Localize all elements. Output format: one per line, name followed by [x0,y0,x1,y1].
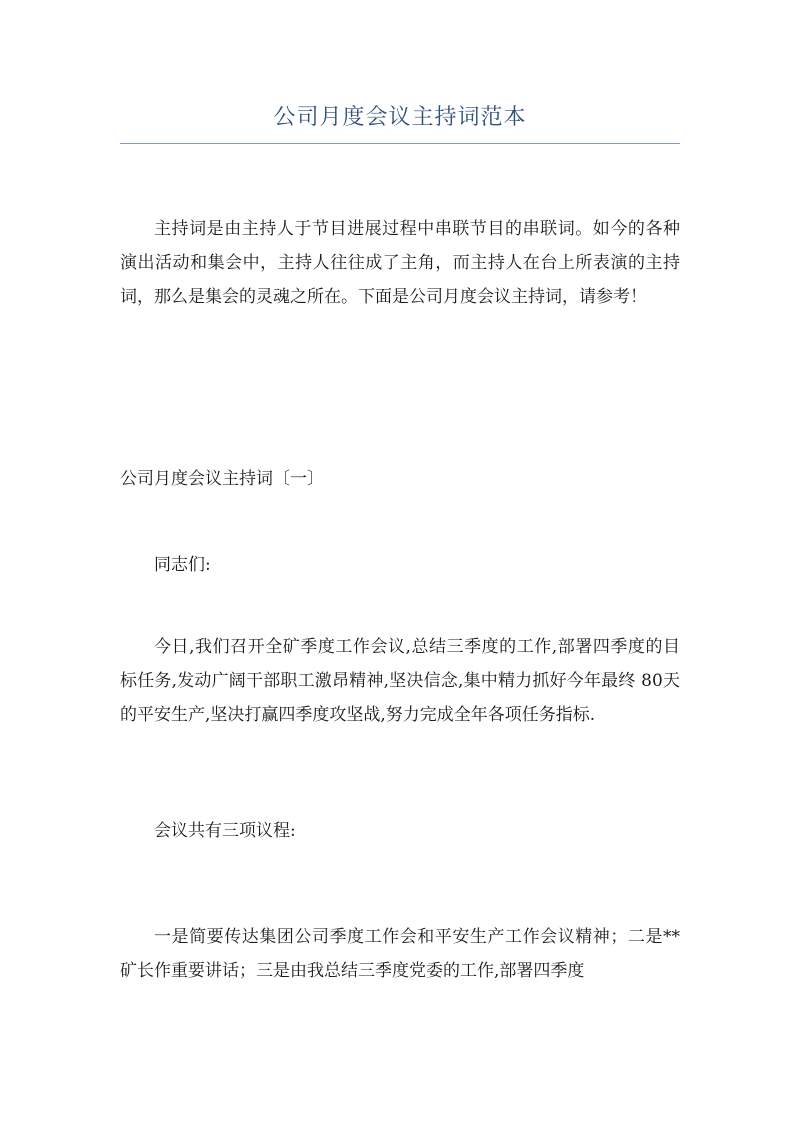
body-paragraph: 今日,我们召开全矿季度工作会议,总结三季度的工作,部署四季度的目标任务,发动广阔干部职工激昂精神,坚决信念,集中精力抓好今年最终 80天的平安生产,坚决打赢四季度攻坚战,努力完成全年各项任务指标. [120,637,680,725]
section-heading: 公司月度会议主持词〔一〕 [120,469,324,489]
title-divider [120,143,680,144]
agenda-items-paragraph: 一是简要传达集团公司季度工作会和平安生产工作会议精神；二是**矿长作重要讲话；三是由我总结三季度党委的工作,部署四季度 [120,927,680,981]
intro-paragraph: 主持词是由主持人于节目进展过程中串联节目的串联词。如今的各种演出活动和集会中，主持人往往成了主角，而主持人在台上所表演的主持词，那么是集会的灵魂之所在。下面是公司月度会议主持词，请参考！ [120,219,680,307]
document-title: 公司月度会议主持词范本 [273,105,527,130]
salutation-paragraph: 同志们: [154,555,211,575]
agenda-intro-paragraph: 会议共有三项议程: [154,821,296,841]
